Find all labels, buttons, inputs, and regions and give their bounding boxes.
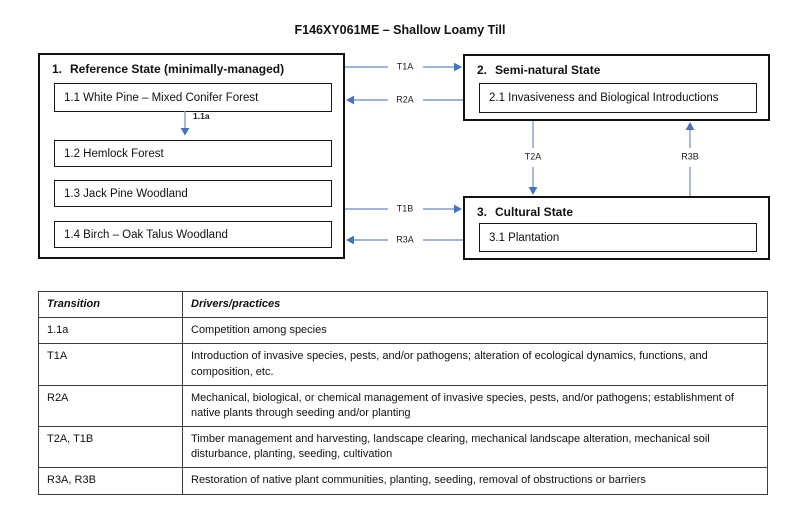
transition-table bbox=[38, 291, 768, 495]
column-header-drivers: Drivers/practices bbox=[183, 292, 768, 318]
table-row bbox=[39, 318, 768, 344]
arrow-label-t2a: T2A bbox=[524, 151, 542, 162]
community-box-2-1: 2.1 Invasiveness and Biological Introductions bbox=[479, 83, 757, 113]
arrowhead-left-icon bbox=[346, 236, 354, 245]
table-row bbox=[39, 427, 768, 468]
state-name: Cultural State bbox=[495, 205, 574, 219]
transition-cell: T2A, T1B bbox=[39, 427, 183, 468]
arrow-label-1-1a: 1.1a bbox=[193, 111, 210, 121]
state-header-cultural bbox=[477, 205, 573, 219]
community-box-1-4: 1.4 Birch – Oak Talus Woodland bbox=[54, 221, 332, 248]
arrowhead-down-icon bbox=[529, 187, 538, 195]
state-number: 3. bbox=[477, 205, 488, 219]
table-header-row bbox=[39, 292, 768, 318]
transition-cell: R2A bbox=[39, 385, 183, 426]
arrowhead-right-icon bbox=[454, 205, 462, 214]
table-row bbox=[39, 344, 768, 385]
state-name: Semi-natural State bbox=[495, 63, 601, 77]
state-header-semi-natural bbox=[477, 63, 600, 77]
community-box-3-1: 3.1 Plantation bbox=[479, 223, 757, 252]
transition-cell: T1A bbox=[39, 344, 183, 385]
state-box-semi-natural bbox=[463, 54, 770, 121]
community-box-1-3: 1.3 Jack Pine Woodland bbox=[54, 180, 332, 207]
state-number: 2. bbox=[477, 63, 488, 77]
arrowhead-left-icon bbox=[346, 96, 354, 105]
state-number: 1. bbox=[52, 62, 63, 76]
arrow-label-r2a: R2A bbox=[396, 94, 414, 105]
state-box-reference bbox=[38, 53, 345, 259]
arrowhead-right-icon bbox=[454, 63, 462, 72]
table-row bbox=[39, 468, 768, 494]
drivers-cell: Introduction of invasive species, pests, and/or pathogens; alteration of ecological dynamics, functions, and composition, etc. bbox=[183, 344, 768, 385]
table-row bbox=[39, 385, 768, 426]
arrowhead-up-icon bbox=[686, 122, 695, 130]
page-title: F146XY061ME – Shallow Loamy Till bbox=[294, 23, 506, 37]
transition-cell: R3A, R3B bbox=[39, 468, 183, 494]
arrow-label-r3b: R3B bbox=[681, 151, 699, 162]
drivers-cell: Competition among species bbox=[183, 318, 768, 344]
community-box-1-2: 1.2 Hemlock Forest bbox=[54, 140, 332, 167]
arrow-label-r3a: R3A bbox=[396, 234, 414, 245]
arrow-label-t1b: T1B bbox=[396, 203, 414, 214]
community-box-1-1: 1.1 White Pine – Mixed Conifer Forest bbox=[54, 83, 332, 112]
state-header-reference bbox=[52, 62, 284, 76]
transition-cell: 1.1a bbox=[39, 318, 183, 344]
state-name: Reference State (minimally-managed) bbox=[70, 62, 285, 76]
column-header-transition: Transition bbox=[39, 292, 183, 318]
drivers-cell: Timber management and harvesting, landscape clearing, mechanical landscape alteration, mechanical soil disturbance, planting, seeding, cultivation bbox=[183, 427, 768, 468]
arrow-label-t1a: T1A bbox=[396, 61, 414, 72]
state-box-cultural bbox=[463, 196, 770, 260]
drivers-cell: Restoration of native plant communities, planting, seeding, removal of obstructions or barriers bbox=[183, 468, 768, 494]
drivers-cell: Mechanical, biological, or chemical management of invasive species, pests, and/or pathogens; establishment of native plants through seeding and/or planting bbox=[183, 385, 768, 426]
